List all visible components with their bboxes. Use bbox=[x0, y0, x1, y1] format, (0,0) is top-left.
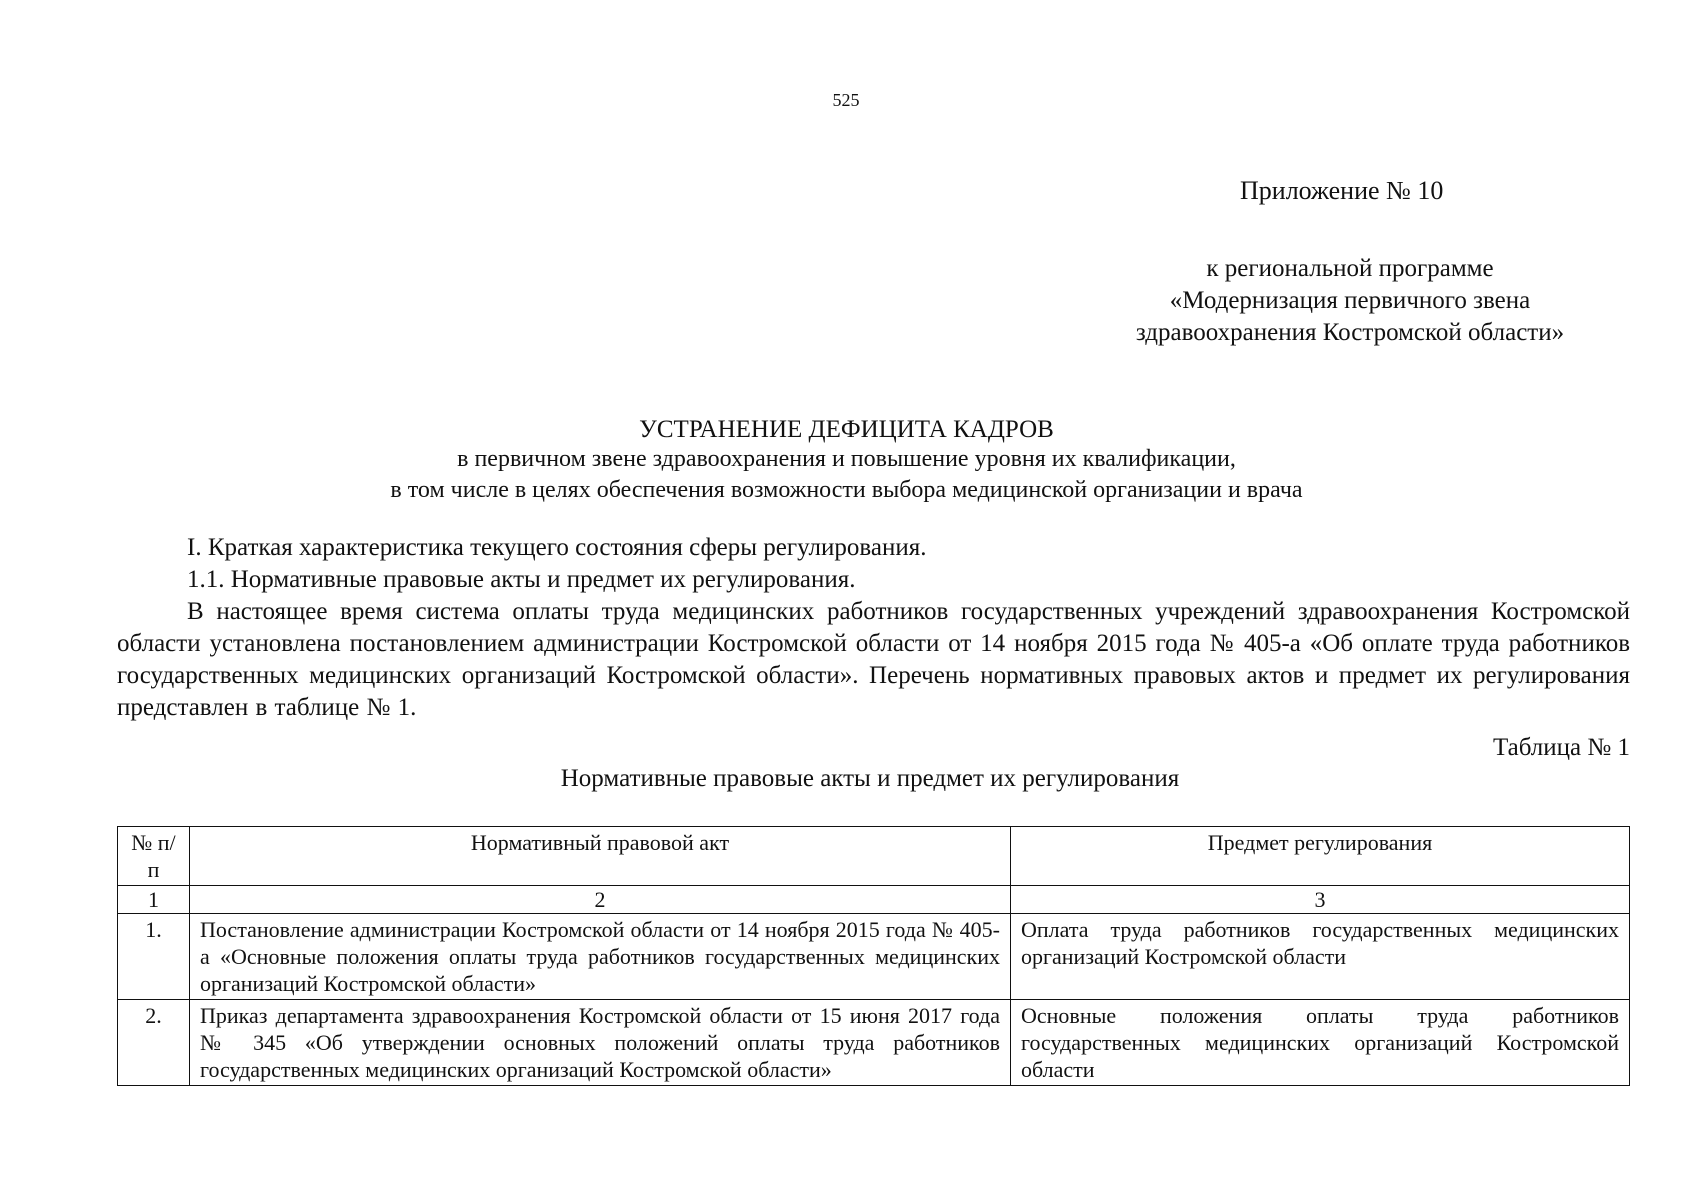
header-act: Нормативный правовой акт bbox=[190, 827, 1011, 886]
header-number: № п/п bbox=[118, 827, 190, 886]
section-heading: I. Краткая характеристика текущего состояния сферы регулирования. bbox=[187, 534, 927, 561]
column-number: 1 bbox=[118, 886, 190, 914]
document-title: УСТРАНЕНИЕ ДЕФИЦИТА КАДРОВ bbox=[639, 416, 1054, 443]
row-number: 1. bbox=[118, 914, 190, 1000]
table-row bbox=[118, 1000, 1630, 1086]
document-subtitle-line: в первичном звене здравоохранения и повышение уровня их квалификации, bbox=[457, 446, 1236, 472]
header-subject: Предмет регулирования bbox=[1011, 827, 1630, 886]
table-row bbox=[118, 914, 1630, 1000]
appendix-description bbox=[1000, 253, 1693, 349]
appendix-title: Приложение № 10 bbox=[1240, 176, 1444, 205]
row-subject: Основные положения оплаты труда работников государственных медицинских организаций Костромской области bbox=[1011, 1000, 1630, 1086]
document-subtitle-line: в том числе в целях обеспечения возможности выбора медицинской организации и врача bbox=[390, 477, 1303, 503]
subsection-heading: 1.1. Нормативные правовые акты и предмет их регулирования. bbox=[187, 566, 856, 593]
regulatory-acts-table bbox=[117, 826, 1630, 1086]
row-number: 2. bbox=[118, 1000, 190, 1086]
table-label: Таблица № 1 bbox=[1492, 734, 1630, 761]
body-paragraph: В настоящее время система оплаты труда медицинских работников государственных учреждений здравоохранения Костромской области установлена постановлением администрации Костромской области от 14 ноября 2015 года № 405-а «Об оплате труда работников государственных медицинских организаций Костромской области». Перечень нормативных правовых актов и предмет их регулирования представлен в таблице № 1. bbox=[117, 598, 1630, 721]
row-act: Постановление администрации Костромской области от 14 ноября 2015 года № 405-а «Основные положения оплаты труда работников государственных медицинских организаций Костромской области» bbox=[190, 914, 1011, 1000]
column-number: 2 bbox=[190, 886, 1011, 914]
table-title: Нормативные правовые акты и предмет их регулирования bbox=[560, 765, 1180, 792]
document-subtitle bbox=[0, 444, 1693, 506]
appendix-description-line: к региональной программе bbox=[1206, 255, 1494, 282]
table-header-row bbox=[118, 827, 1630, 886]
appendix-description-line: «Модернизация первичного звена bbox=[1169, 287, 1531, 314]
column-number-row bbox=[118, 886, 1630, 914]
column-number: 3 bbox=[1011, 886, 1630, 914]
row-subject: Оплата труда работников государственных медицинских организаций Костромской области bbox=[1011, 914, 1630, 1000]
row-act: Приказ департамента здравоохранения Костромской области от 15 июня 2017 года № 345 «Об утверждении основных положений оплаты труда работников государственных медицинских организаций Костромской области» bbox=[190, 1000, 1011, 1086]
page-number: 525 bbox=[832, 90, 860, 110]
appendix-description-line: здравоохранения Костромской области» bbox=[1135, 319, 1565, 346]
